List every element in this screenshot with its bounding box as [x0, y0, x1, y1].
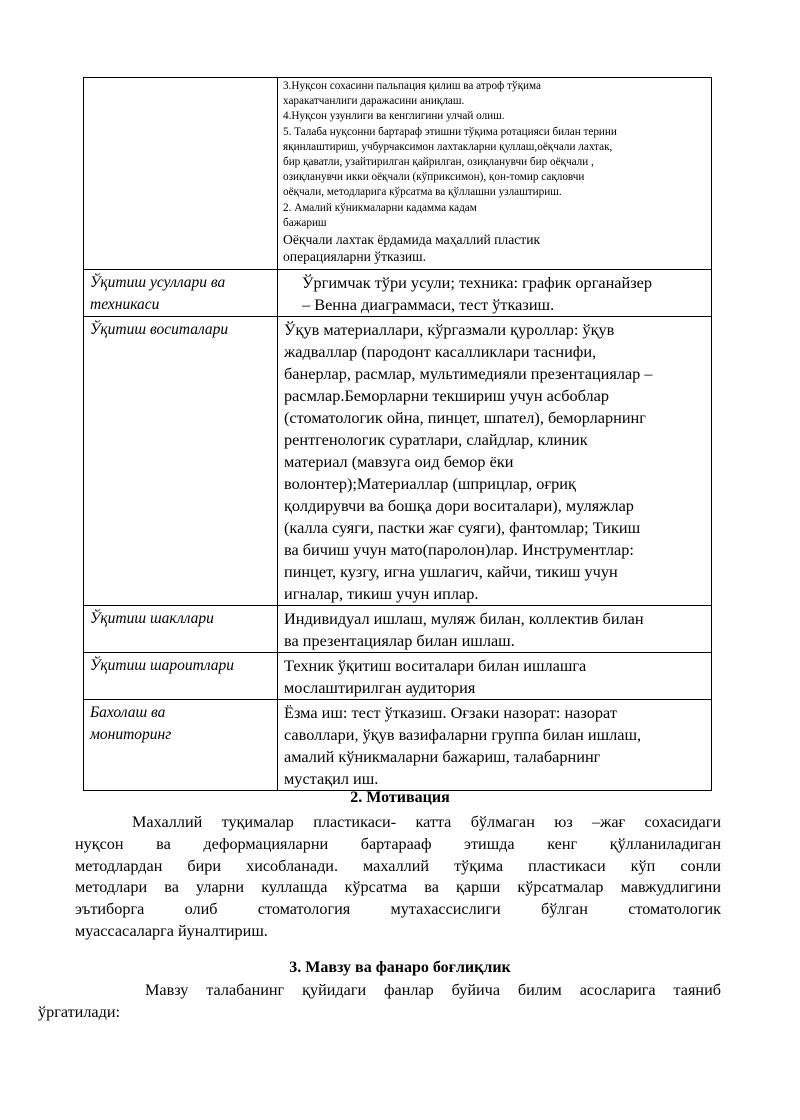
- value-line: – Венна диаграммаси, тест ўтказиш.: [302, 295, 555, 314]
- objectives-small-text: [279, 79, 710, 265]
- row-label: [84, 270, 278, 317]
- value-line: мослаштирилган аудитория: [284, 678, 476, 697]
- label-line: Ўқитиш воситалари: [90, 321, 229, 338]
- value-line: саволлари, ўқув вазифаларни группа билан ишлаш,: [284, 725, 642, 744]
- text-line: харакатчанлиги даражасини аниқлаш.: [283, 95, 465, 108]
- paragraph-line: методлардан бири хисобланади. махаллий тўқима пластикаси кўп сонли: [75, 856, 721, 875]
- row-label: [84, 653, 278, 700]
- text-line: бир қаватли, узайтирилган қайрилган, озиқланувчи бир оёқчали ,: [283, 156, 594, 169]
- table-row-conditions: [84, 653, 712, 700]
- label-line: Бахолаш ва: [90, 704, 166, 721]
- text-line: операцияларни ўтказиш.: [283, 249, 426, 265]
- value-line: материал (мавзуга оид бемор ёки: [284, 452, 514, 471]
- paragraph-line: методлари ва уларни куллашда кўрсатма ва қарши кўрсатмалар мавжудлигини: [75, 878, 721, 897]
- table-row-methods: [84, 270, 712, 317]
- label-line: техникаси: [90, 296, 160, 313]
- value-line: (калла суяги, пастки жағ суяги), фантомлар; Тикиш: [284, 518, 641, 537]
- text-line: яқинлаштириш, учбурчаксимон лахтакларни қуллаш,оёқчали лахтак,: [283, 140, 613, 153]
- row-value: [278, 700, 712, 791]
- text-line: 2. Амалий кўникмаларни кадамма кадам: [283, 201, 477, 214]
- row-value: [278, 317, 712, 606]
- text-line: бажариш: [283, 216, 327, 229]
- value-line: игналар, тикиш учун иплар.: [284, 584, 479, 603]
- value-line: (стоматологик ойна, пинцет, шпател), беморларнинг: [284, 408, 646, 427]
- text-line: 4.Нуқсон узунлиги ва кенглигини улчай олиш.: [283, 110, 505, 123]
- label-line: Ўқитиш шакллари: [90, 610, 214, 627]
- value-line: банерлар, расмлар, мультимедияли презентациялар –: [284, 364, 653, 383]
- section-heading-motivation: 2. Мотивация: [350, 789, 450, 806]
- table-row-tools: [84, 317, 712, 606]
- text-line: 3.Нуқсон сохасини пальпация қилиш ва атроф тўқима: [283, 80, 541, 92]
- value-line: Ёзма иш: тест ўтказиш. Оғзаки назорат: назорат: [284, 703, 617, 722]
- paragraph-line: Мавзу талабанинг қуйидаги фанлар буйича билим асосларига таяниб: [145, 981, 721, 999]
- table-cell-empty: [84, 78, 278, 270]
- label-line: Ўқитиш усуллари ва: [90, 274, 226, 291]
- text-line: оёқчали, методларига кўрсатма ва қўллашни узлаштириш.: [283, 186, 562, 199]
- paragraph-line: ўргатилади:: [38, 1002, 120, 1021]
- interdisciplinary-paragraph: [38, 980, 721, 1024]
- label-line: Ўқитиш шароитлари: [90, 657, 235, 674]
- paragraph-line: эътиборга олиб стоматология мутахассислиги бўлган стоматологик: [75, 900, 721, 919]
- lesson-table: [83, 77, 712, 791]
- row-label: [84, 317, 278, 606]
- motivation-paragraph: [75, 812, 721, 943]
- label-line: мониторинг: [90, 726, 172, 743]
- value-line: амалий кўникмаларни бажариш, талабарнинг: [284, 747, 601, 766]
- section-heading-interdisciplinary: 3. Мавзу ва фанаро боғлиқлик: [289, 959, 511, 976]
- table-row-forms: [84, 606, 712, 653]
- value-line: Индивидуал ишлаш, муляж билан, коллектив билан: [284, 609, 644, 628]
- row-label: [84, 700, 278, 791]
- value-line: пинцет, кузгу, игна ушлагич, кайчи, тикиш учун: [284, 562, 618, 581]
- paragraph-line: муассасаларга йуналтириш.: [75, 921, 268, 940]
- paragraph-line: нуқсон ва деформацияларни бартарааф этишда кенг қўлланиладиган: [75, 834, 721, 853]
- row-label: [84, 606, 278, 653]
- row-value: [278, 606, 712, 653]
- value-line: Ўқув материаллари, кўргазмали қуроллар: ўқув: [284, 320, 615, 339]
- table-row-objectives: [84, 78, 712, 270]
- text-line: Оёқчали лахтак ёрдамида маҳаллий пластик: [283, 232, 541, 248]
- value-line: ва презентациялар билан ишлаш.: [284, 631, 515, 650]
- value-line: жадваллар (пародонт касалликлари таснифи,: [284, 342, 597, 361]
- text-line: озиқланувчи икки оёқчали (кўприксимон), қон-томир сақловчи: [283, 171, 585, 184]
- value-line: Ўргимчак тўри усули; техника: график органайзер: [302, 273, 653, 292]
- paragraph-line: Махаллий туқималар пластикаси- катта бўлмаган юз –жағ сохасидаги: [132, 813, 721, 831]
- objectives-cell: [278, 78, 712, 270]
- value-line: қолдирувчи ва бошқа дори воситалари), муляжлар: [284, 496, 634, 515]
- value-line: ва бичиш учун мато(паролон)лар. Инструментлар:: [284, 540, 634, 559]
- row-value: [278, 270, 712, 317]
- text-line: 5. Талаба нуқсонни бартараф этишни тўқима ротацияси билан терини: [283, 125, 617, 138]
- value-line: расмлар.Беморларни текшириш учун асбоблар: [284, 386, 610, 405]
- value-line: мустақил иш.: [284, 769, 379, 788]
- table-row-assessment: [84, 700, 712, 791]
- row-value: [278, 653, 712, 700]
- value-line: рентгенологик суратлари, слайдлар, клиник: [284, 430, 588, 449]
- value-line: Техник ўқитиш воситалари билан ишлашга: [284, 656, 587, 675]
- value-line: волонтер);Материаллар (шприцлар, оғриқ: [284, 474, 576, 493]
